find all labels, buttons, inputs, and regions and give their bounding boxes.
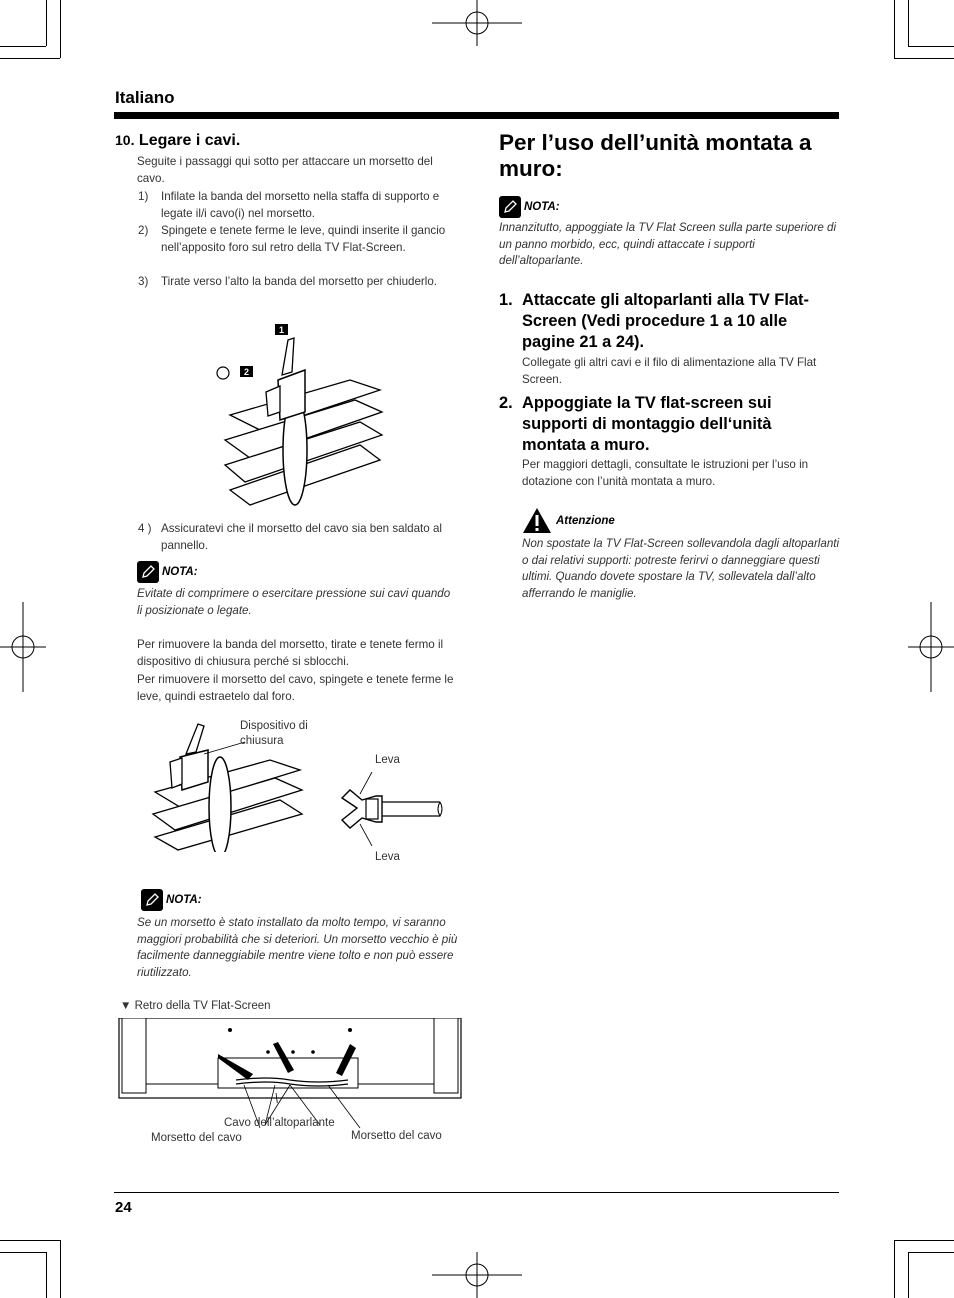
cable-tie-illustration: [210, 320, 390, 510]
nota-box: [141, 889, 202, 911]
caution-text: Non spostate la TV Flat-Screen sollevandola dagli altoparlanti o dai relativi supporti: potreste ferirvi o danneggiare questi ultimi. Quando dovete spostare la TV, sollevatela dall’alto afferrando le maniglie.: [522, 537, 840, 600]
step-number: 2.: [499, 394, 513, 412]
badge-1-label: 1: [278, 325, 285, 335]
crop-mark: [894, 1240, 895, 1298]
nota-text: Se un morsetto è stato installato da molto tempo, vi saranno maggiori probabilità che si deteriori. Un morsetto vecchio è più facilmente danneggiabile mentre viene tolto e non può essere riutilizzato.: [137, 916, 458, 979]
crop-mark: [0, 1240, 60, 1241]
step-number: 3): [138, 275, 149, 288]
nota-text: Innanzitutto, appoggiate la TV Flat Screen sulla parte superiore di un panno morbido, ecc, quindi attaccate i supporti dell’altoparlante.: [499, 221, 837, 267]
crop-mark: [0, 46, 46, 47]
crop-mark: [894, 0, 895, 58]
step-number: 1.: [499, 291, 513, 309]
crop-mark: [908, 1252, 909, 1298]
speaker-cable-label: Cavo dell’altoparlante: [224, 1117, 335, 1129]
caution-box: [522, 507, 615, 534]
remove-band-text: Per rimuovere la banda del morsetto, tirate e tenete fermo il dispositivo di chiusura perché si sblocchi.: [137, 638, 444, 668]
crop-mark: [46, 0, 47, 46]
crop-mark: [46, 1252, 47, 1298]
lock-label: Dispositivo di chiusura: [240, 720, 308, 747]
nota-box: [499, 196, 560, 218]
crop-mark: [0, 1252, 46, 1253]
step-text: Spingete e tenete ferme le leve, quindi inserite il gancio nell’apposito foro sul retro della TV Flat-Screen.: [161, 224, 446, 254]
crop-mark: [908, 46, 954, 47]
registration-mark-bottom: [432, 1252, 522, 1298]
figure-caption: ▼ Retro della TV Flat-Screen: [120, 1000, 271, 1012]
page-title: Per l’uso dell’unità montata a muro:: [499, 130, 812, 181]
section-heading: [115, 132, 240, 150]
crop-mark: [908, 1252, 954, 1253]
step-number: 2): [138, 224, 149, 237]
crop-mark: [60, 0, 61, 58]
nota-label: NOTA:: [166, 894, 202, 906]
nota-label: NOTA:: [162, 566, 198, 578]
pencil-icon: [141, 889, 163, 911]
section-number: 10.: [115, 132, 135, 148]
step-text: Assicuratevi che il morsetto del cavo sia ben saldato al pannello.: [161, 522, 442, 552]
clamp-label-left: Morsetto del cavo: [151, 1132, 242, 1144]
registration-mark-top: [432, 0, 522, 46]
step-text: Per maggiori dettagli, consultate le istruzioni per l’uso in dotazione con l’unità montata a muro.: [522, 458, 809, 488]
section-title: Legare i cavi.: [138, 132, 241, 149]
clamp-label-right: Morsetto del cavo: [351, 1130, 442, 1142]
step-text: Collegate gli altri cavi e il filo di alimentazione alla TV Flat Screen.: [522, 356, 817, 386]
header-rule: [114, 112, 839, 119]
section-intro: Seguite i passaggi qui sotto per attaccare un morsetto del cavo.: [137, 155, 433, 185]
step-text: Tirate verso l’alto la banda del morsetto per chiuderlo.: [161, 275, 438, 288]
remove-clamp-text: Per rimuovere il morsetto del cavo, spingete e tenete ferme le leve, quindi estraetelo dal foro.: [137, 673, 454, 703]
footer-rule: [114, 1192, 839, 1193]
crop-mark: [908, 0, 909, 46]
caution-label: Attenzione: [556, 514, 615, 527]
crop-mark: [60, 1240, 61, 1298]
registration-mark-right: [908, 602, 954, 692]
step-number: 1): [138, 190, 149, 203]
crop-mark: [894, 1240, 954, 1241]
crop-mark: [894, 58, 954, 59]
lever-label-top: Leva: [375, 754, 400, 766]
page-number: 24: [115, 1199, 132, 1216]
badge-2-label: 2: [243, 367, 250, 377]
lever-clamp-illustration: [332, 770, 450, 850]
lever-label-bottom: Leva: [375, 851, 400, 863]
pencil-icon: [137, 561, 159, 583]
nota-text: Evitate di comprimere o esercitare pressione sui cavi quando li posizionate o legate.: [137, 587, 451, 617]
crop-mark: [0, 58, 60, 59]
warning-icon: [522, 507, 552, 534]
step-title: Attaccate gli altoparlanti alla TV Flat-Screen (Vedi procedure 1 a 10 alle pagine 21 a 24).: [522, 291, 809, 351]
pencil-icon: [499, 196, 521, 218]
registration-mark-left: [0, 602, 46, 692]
language-heading: Italiano: [115, 88, 175, 107]
nota-label: NOTA:: [524, 201, 560, 213]
nota-box: [137, 561, 198, 583]
step-number: 4 ): [138, 522, 152, 535]
step-text: Infilate la banda del morsetto nella staffa di supporto e legate il/i cavo(i) nel morsetto.: [161, 190, 440, 220]
step-title: Appoggiate la TV flat-screen sui supporti di montaggio dell‘unità montata a muro.: [522, 394, 772, 454]
